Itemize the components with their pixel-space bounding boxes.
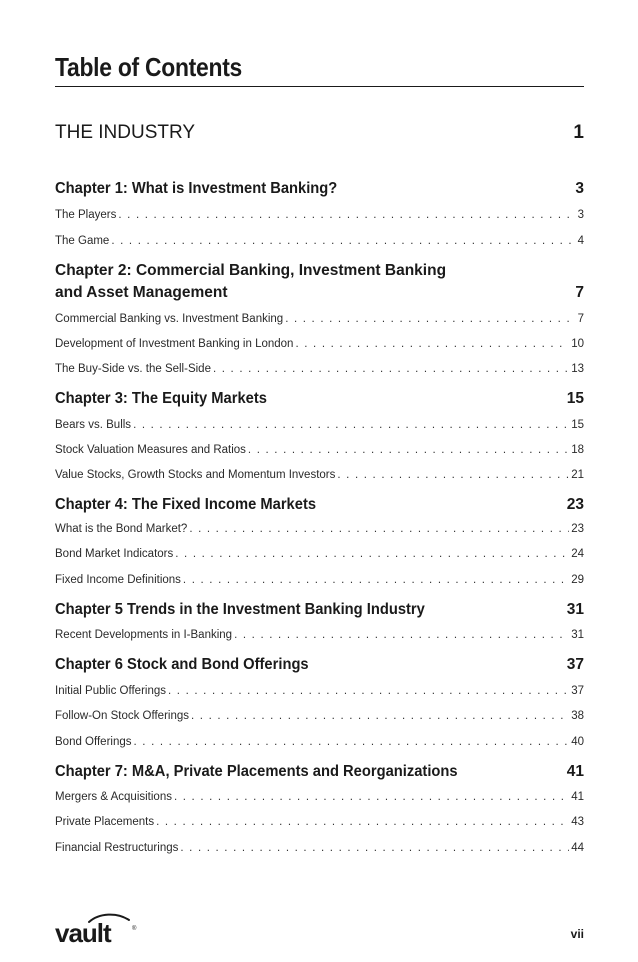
title-divider <box>55 86 584 87</box>
toc-item[interactable] <box>55 313 584 325</box>
toc-item[interactable] <box>55 816 584 828</box>
dot-leader <box>134 736 570 748</box>
toc-item[interactable] <box>55 469 584 481</box>
item-page: 29 <box>571 574 584 586</box>
item-page: 41 <box>571 791 584 803</box>
chapter-page: 15 <box>566 390 584 407</box>
toc-item[interactable] <box>55 574 584 586</box>
section-label: THE INDUSTRY <box>55 122 196 143</box>
toc-chapter-5[interactable] <box>55 601 584 619</box>
toc-item[interactable] <box>55 523 584 535</box>
toc-item[interactable] <box>55 444 584 456</box>
item-page: 23 <box>571 523 584 535</box>
dot-leader <box>295 338 569 350</box>
chapter-page: 23 <box>566 496 584 513</box>
item-label: Value Stocks, Growth Stocks and Momentum Investors <box>55 469 336 481</box>
chapter-page: 7 <box>575 284 584 301</box>
item-page: 43 <box>571 816 584 828</box>
logo-text: vault <box>55 918 111 948</box>
page-title: Table of Contents <box>55 52 243 82</box>
item-label: The Buy-Side vs. the Sell-Side <box>55 363 211 375</box>
chapter-title: Chapter 1: What is Investment Banking? <box>55 180 338 197</box>
item-page: 37 <box>571 685 584 697</box>
chapter-title: Chapter 7: M&A, Private Placements and Reorganizations <box>55 763 458 780</box>
chapter-title-line2: and Asset Management <box>55 284 228 301</box>
toc-item[interactable] <box>55 419 584 431</box>
item-label: Private Placements <box>55 816 155 828</box>
item-page: 18 <box>571 444 584 456</box>
item-label: Mergers & Acquisitions <box>55 791 172 803</box>
dot-leader <box>248 444 569 456</box>
dot-leader <box>337 469 569 481</box>
chapter-title-line1: Chapter 2: Commercial Banking, Investment Banking <box>55 262 447 279</box>
toc-chapter-7[interactable] <box>55 763 584 781</box>
dot-leader <box>168 685 569 697</box>
dot-leader <box>234 629 569 641</box>
chapter-title: Chapter 5 Trends in the Investment Banking Industry <box>55 601 425 618</box>
item-label: Initial Public Offerings <box>55 685 167 697</box>
item-page: 4 <box>577 235 584 247</box>
item-label: Fixed Income Definitions <box>55 574 181 586</box>
item-page: 38 <box>571 710 584 722</box>
dot-leader <box>189 523 569 535</box>
toc-section-row[interactable] <box>55 122 584 144</box>
dot-leader <box>174 791 569 803</box>
item-label: Follow-On Stock Offerings <box>55 710 190 722</box>
chapter-page: 37 <box>566 656 584 673</box>
toc-item[interactable] <box>55 736 584 748</box>
dot-leader <box>191 710 569 722</box>
item-label: Bond Market Indicators <box>55 548 174 560</box>
item-label: Development of Investment Banking in London <box>55 338 294 350</box>
item-label: The Players <box>55 209 117 221</box>
item-page: 15 <box>571 419 584 431</box>
toc-chapter-2[interactable] <box>55 260 584 304</box>
section-page: 1 <box>573 122 584 143</box>
toc-item[interactable] <box>55 629 584 641</box>
chapter-page: 3 <box>575 180 584 197</box>
item-label: Commercial Banking vs. Investment Banking <box>55 313 284 325</box>
item-label: What is the Bond Market? <box>55 523 188 535</box>
item-label: Stock Valuation Measures and Ratios <box>55 444 246 456</box>
dot-leader <box>285 313 575 325</box>
toc-chapter-1[interactable] <box>55 180 584 198</box>
item-page: 10 <box>571 338 584 350</box>
toc-item[interactable] <box>55 235 584 247</box>
item-label: Financial Restructurings <box>55 842 179 854</box>
item-label: Recent Developments in I-Banking <box>55 629 233 641</box>
dot-leader <box>156 816 569 828</box>
chapter-page: 31 <box>566 601 584 618</box>
item-page: 13 <box>571 363 584 375</box>
toc-item[interactable] <box>55 209 584 221</box>
chapter-title: Chapter 6 Stock and Bond Offerings <box>55 656 309 673</box>
dot-leader <box>133 419 569 431</box>
item-page: 24 <box>571 548 584 560</box>
toc-item[interactable] <box>55 710 584 722</box>
item-page: 7 <box>577 313 584 325</box>
dot-leader <box>118 209 575 221</box>
item-label: Bears vs. Bulls <box>55 419 132 431</box>
item-page: 21 <box>571 469 584 481</box>
dot-leader <box>180 842 569 854</box>
toc-chapter-6[interactable] <box>55 656 584 674</box>
toc-page <box>55 0 584 962</box>
dot-leader <box>111 235 575 247</box>
toc-item[interactable] <box>55 338 584 350</box>
toc-chapter-3[interactable] <box>55 390 584 408</box>
page-number: vii <box>570 927 584 941</box>
toc-item[interactable] <box>55 548 584 560</box>
item-page: 31 <box>571 629 584 641</box>
item-page: 44 <box>571 842 584 854</box>
item-page: 3 <box>577 209 584 221</box>
item-page: 40 <box>571 736 584 748</box>
toc-item[interactable] <box>55 363 584 375</box>
toc-item[interactable] <box>55 791 584 803</box>
toc-item[interactable] <box>55 842 584 854</box>
item-label: The Game <box>55 235 110 247</box>
toc-item[interactable] <box>55 685 584 697</box>
vault-logo <box>55 908 145 948</box>
chapter-title: Chapter 4: The Fixed Income Markets <box>55 496 317 513</box>
dot-leader <box>183 574 569 586</box>
dot-leader <box>175 548 569 560</box>
chapter-page: 41 <box>566 763 584 780</box>
item-label: Bond Offerings <box>55 736 132 748</box>
toc-chapter-4[interactable] <box>55 496 584 514</box>
chapter-title: Chapter 3: The Equity Markets <box>55 390 267 407</box>
dot-leader <box>213 363 569 375</box>
logo-registered-mark: ® <box>132 926 137 932</box>
